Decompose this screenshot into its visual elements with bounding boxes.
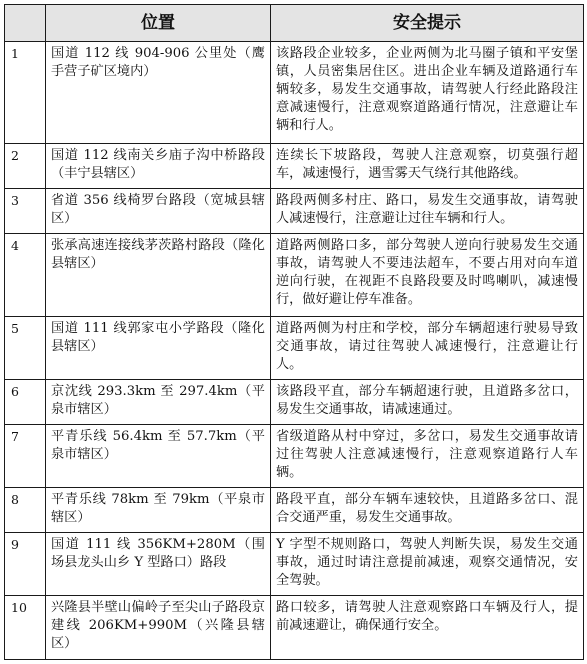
row-location: 国道 112 线 904-906 公里处（鹰手营子矿区境内） (46, 42, 271, 144)
row-safety-tip: 道路两侧路口多，部分驾驶人逆向行驶易发生交通事故，请驾驶人不要违法超车，不要占用对向车道逆向行驶，在视距不良路段要及时鸣喇叭，减速慢行，做好避让停车准备。 (271, 234, 584, 317)
safety-tips-table (4, 4, 584, 660)
row-number: 1 (5, 42, 46, 144)
row-number: 3 (5, 189, 46, 234)
row-safety-tip: 省级道路从村中穿过，多岔口，易发生交通事故请过往驾驶人注意减速慢行，注意观察道路行人车辆。 (271, 425, 584, 488)
row-safety-tip: 该路段企业较多，企业两侧为北马圈子镇和平安堡镇，人员密集居住区。进出企业车辆及道路通行车辆较多，易发生交通事故，请驾驶人行经此路段注意减速慢行，注意观察道路通行情况，注意避让车辆和行人。 (271, 42, 584, 144)
row-location: 张承高速连接线茅茨路村路段（隆化县辖区） (46, 234, 271, 317)
row-safety-tip: Y 字型不规则路口，驾驶人判断失误，易发生交通事故，通过时请注意提前减速，观察交通情况，安全驾驶。 (271, 533, 584, 596)
row-location: 京沈线 293.3km 至 297.4km（平泉市辖区） (46, 380, 271, 425)
table-row (5, 234, 584, 317)
row-number: 4 (5, 234, 46, 317)
table-header-row (5, 5, 584, 42)
row-safety-tip: 该路段平直，部分车辆超速行驶，且道路多岔口，易发生交通事故，请减速通过。 (271, 380, 584, 425)
row-number: 5 (5, 317, 46, 380)
row-safety-tip: 路段两侧多村庄、路口，易发生交通事故，请驾驶人减速慢行，注意避让过往车辆和行人。 (271, 189, 584, 234)
row-number: 2 (5, 144, 46, 189)
row-number: 6 (5, 380, 46, 425)
row-safety-tip: 路口较多，请驾驶人注意观察路口车辆及行人，提前减速避让，确保通行安全。 (271, 596, 584, 660)
row-number: 10 (5, 596, 46, 660)
table-row (5, 596, 584, 660)
row-location: 国道 111 线 356KM+280M（围场县龙头山乡 Y 型路口）路段 (46, 533, 271, 596)
header-location: 位置 (46, 5, 271, 42)
table-row (5, 533, 584, 596)
row-safety-tip: 道路两侧为村庄和学校，部分车辆超速行驶易导致交通事故，请过往驾驶人减速慢行，注意避让行人。 (271, 317, 584, 380)
row-safety-tip: 路段平直，部分车辆车速较快，且道路多岔口、混合交通严重，易发生交通事故。 (271, 488, 584, 533)
row-location: 平青乐线 56.4km 至 57.7km（平泉市辖区） (46, 425, 271, 488)
row-location: 国道 112 线南关乡庙子沟中桥路段（丰宁县辖区） (46, 144, 271, 189)
table-row (5, 488, 584, 533)
table-row (5, 425, 584, 488)
row-location: 平青乐线 78km 至 79km（平泉市辖区） (46, 488, 271, 533)
table-row (5, 380, 584, 425)
row-location: 兴隆县半壁山偏岭子至尖山子路段京建线 206KM+990M（兴隆县辖区） (46, 596, 271, 660)
row-number: 7 (5, 425, 46, 488)
table-row (5, 144, 584, 189)
header-tip: 安全提示 (271, 5, 584, 42)
row-location: 省道 356 线椅罗台路段（宽城县辖区） (46, 189, 271, 234)
table-row (5, 42, 584, 144)
header-index (5, 5, 46, 42)
table-row (5, 317, 584, 380)
row-number: 8 (5, 488, 46, 533)
row-location: 国道 111 线郭家屯小学路段（隆化县辖区） (46, 317, 271, 380)
row-safety-tip: 连续长下坡路段，驾驶人注意观察，切莫强行超车，减速慢行，遇雪雾天气绕行其他路线。 (271, 144, 584, 189)
table-row (5, 189, 584, 234)
row-number: 9 (5, 533, 46, 596)
